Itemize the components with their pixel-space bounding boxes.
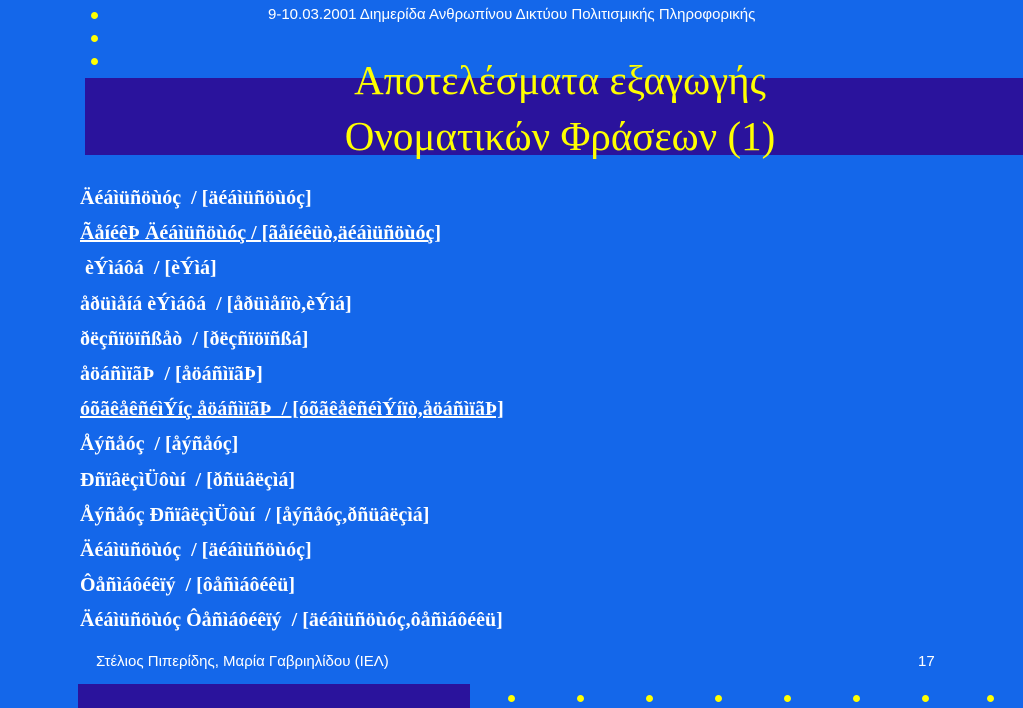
bullet-dot-icon: [646, 695, 653, 702]
phrase-line-12: Ôåñìáôéêïý / [ôåñìáôéêü]: [80, 574, 295, 597]
phrase-line-3: èÝìáôá / [èÝìá]: [80, 257, 217, 280]
phrase-list: [80, 183, 504, 640]
bullet-dot-icon: [508, 695, 515, 702]
phrase-line-1: Äéáìüñöùóç / [äéáìüñöùóç]: [80, 187, 312, 209]
phrase-line-13: Äéáìüñöùóç Ôåñìáôéêïý / [äéáìüñöùóç,ôåñìáôéêü]: [80, 609, 503, 632]
slide-title: [200, 52, 920, 164]
title-line-2: Ονοματικών Φράσεων (1): [344, 113, 776, 159]
bullet-dot-icon: [715, 695, 722, 702]
phrase-line-9: ÐñïâëçìÜôùí / [ðñüâëçìá]: [80, 468, 295, 491]
phrase-line-11: Äéáìüñöùóç / [äéáìüñöùóç]: [80, 538, 312, 561]
footer-band: [78, 684, 470, 708]
footer-authors: Στέλιος Πιπερίδης, Μαρία Γαβριηλίδου (ΙΕΛ): [96, 653, 389, 670]
bullet-dot-icon: [577, 695, 584, 702]
bullet-dot-icon: [853, 695, 860, 702]
phrase-line-2: ÃåíéêÞ Äéáìüñöùóç / [ãåíéêüò,äéáìüñöùóç]: [80, 222, 442, 245]
bullet-dot-icon: [91, 35, 98, 42]
bullet-dot-icon: [91, 12, 98, 19]
phrase-line-10: Åýñåóç ÐñïâëçìÜôùí / [åýñåóç,ðñüâëçìá]: [80, 503, 430, 526]
bullet-dot-icon: [922, 695, 929, 702]
title-line-1: Αποτελέσματα εξαγωγής: [354, 57, 766, 103]
phrase-line-5: ðëçñïöïñßåò / [ðëçñïöïñßá]: [80, 327, 309, 350]
bullet-dot-icon: [91, 58, 98, 65]
phrase-line-8: Åýñåóç / [åýñåóç]: [80, 433, 239, 456]
page-number: 17: [918, 653, 935, 670]
phrase-line-7: óõãêåêñéìÝíç åöáñìïãÞ / [óõãêåêñéìÝíïò,åöáñìïãÞ]: [80, 398, 504, 421]
bullet-dot-icon: [784, 695, 791, 702]
phrase-line-4: åðüìåíá èÝìáôá / [åðüìåíïò,èÝìá]: [80, 292, 352, 315]
slide-header: 9-10.03.2001 Διημερίδα Ανθρωπίνου Δικτύου Πολιτισμικής Πληροφορικής: [268, 6, 756, 23]
phrase-line-6: åöáñìïãÞ / [åöáñìïãÞ]: [80, 362, 263, 385]
bullet-dot-icon: [987, 695, 994, 702]
